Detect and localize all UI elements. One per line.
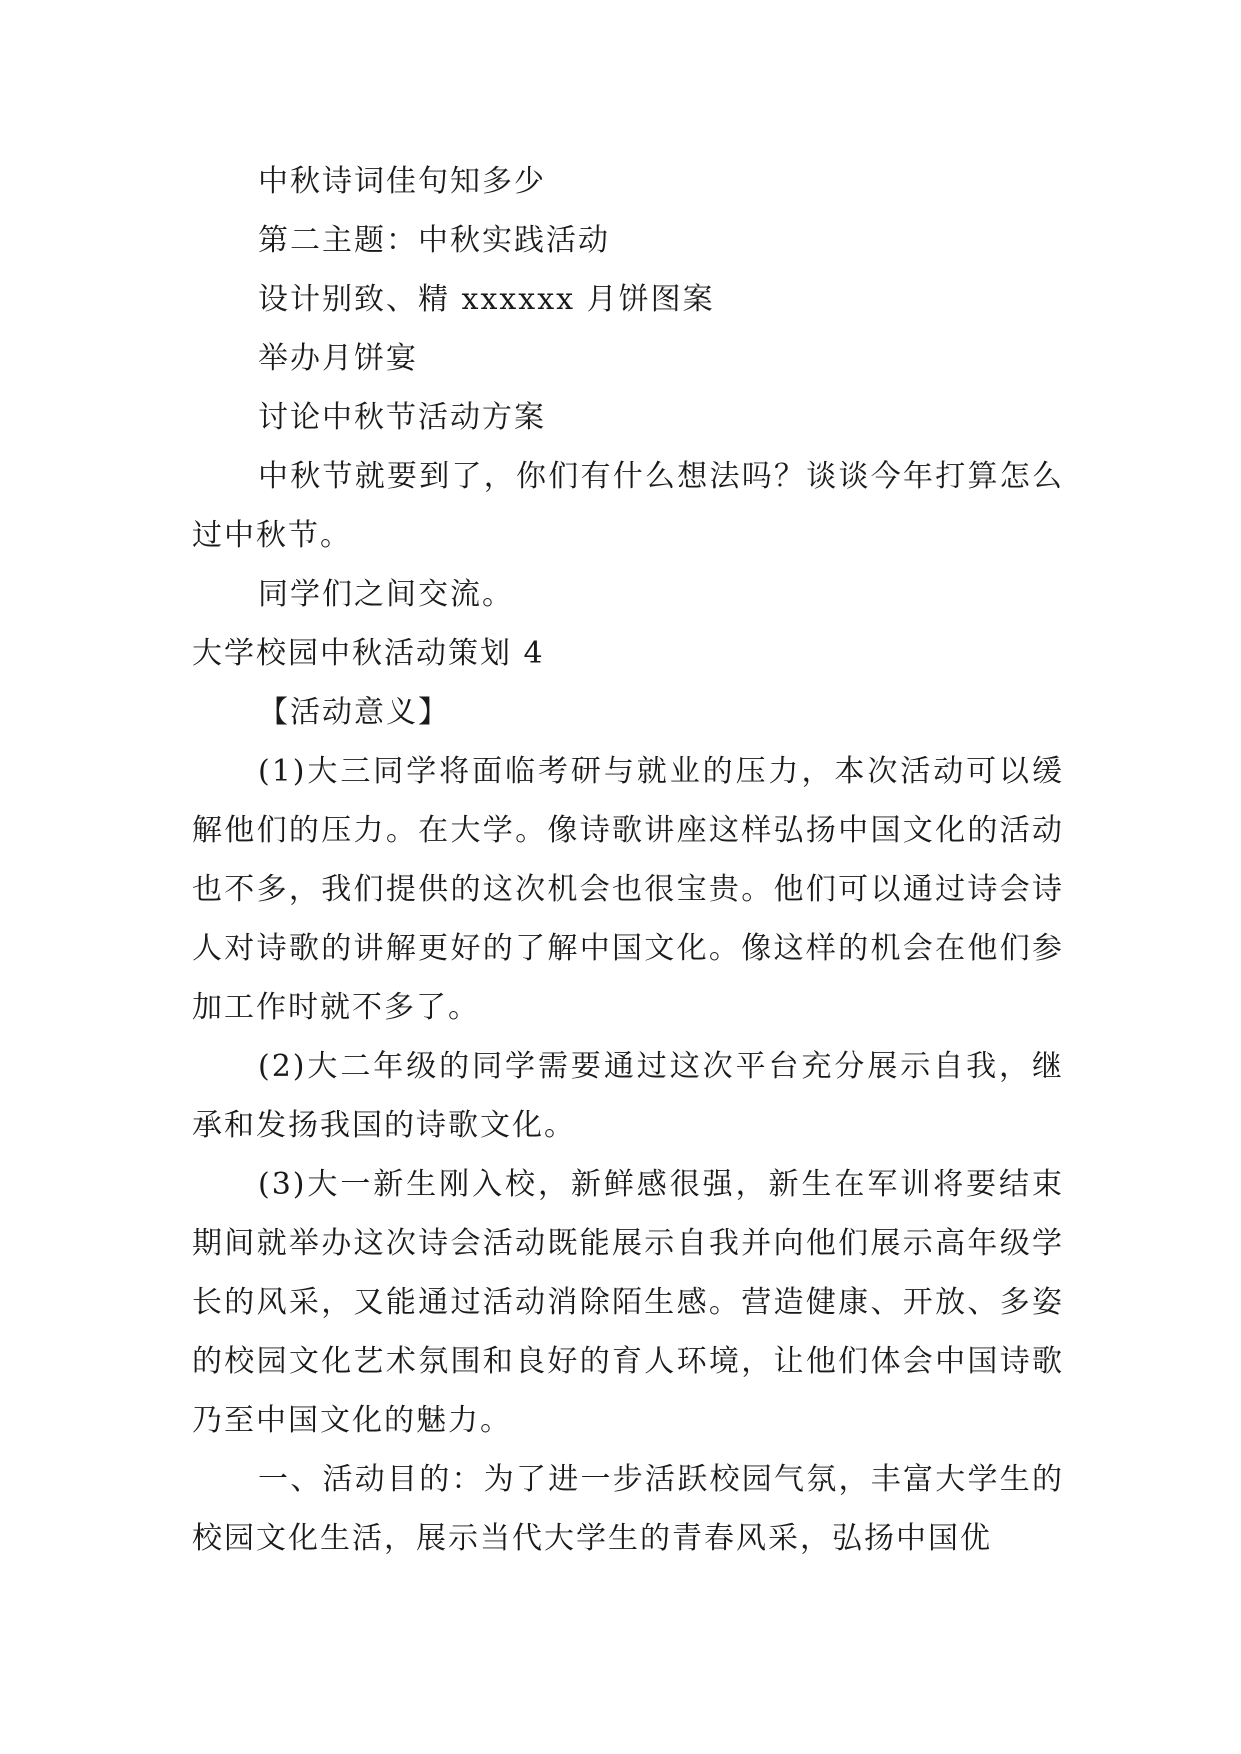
significance-heading: 【活动意义】 [258, 695, 450, 730]
paragraph-purpose: 一、活动目的：为了进一步活跃校园气氛，丰富大学生的校园文化生活，展示当代大学生的青春风采，弘扬中国优 [192, 1462, 1064, 1556]
text-line-poetry: 中秋诗词佳句知多少 [258, 164, 546, 199]
document-body [192, 152, 1064, 1568]
section-title: 大学校园中秋活动策划 4 [192, 636, 545, 671]
paragraph-significance-1: (1)大三同学将面临考研与就业的压力，本次活动可以缓解他们的压力。在大学。像诗歌讲座这样弘扬中国文化的活动也不多，我们提供的这次机会也很宝贵。他们可以通过诗会诗人对诗歌的讲解更好的了解中国文化。像这样的机会在他们参加工作时就不多了。 [192, 754, 1064, 1025]
text-line-theme-two: 第二主题：中秋实践活动 [258, 223, 610, 258]
text-line-mooncake-design: 设计别致、精 xxxxxx 月饼图案 [258, 282, 715, 317]
text-line-mooncake-banquet: 举办月饼宴 [258, 341, 418, 376]
paragraph-significance-2: (2)大二年级的同学需要通过这次平台充分展示自我，继承和发扬我国的诗歌文化。 [192, 1049, 1064, 1143]
text-line-exchange: 同学们之间交流。 [258, 577, 514, 612]
text-line-discuss-plan: 讨论中秋节活动方案 [258, 400, 546, 435]
paragraph-significance-3: (3)大一新生刚入校，新鲜感很强，新生在军训将要结束期间就举办这次诗会活动既能展示自我并向他们展示高年级学长的风采，又能通过活动消除陌生感。营造健康、开放、多姿的校园文化艺术氛围和良好的育人环境，让他们体会中国诗歌乃至中国文化的魅力。 [192, 1167, 1064, 1438]
paragraph-midautumn-ideas: 中秋节就要到了，你们有什么想法吗？谈谈今年打算怎么过中秋节。 [192, 459, 1064, 553]
